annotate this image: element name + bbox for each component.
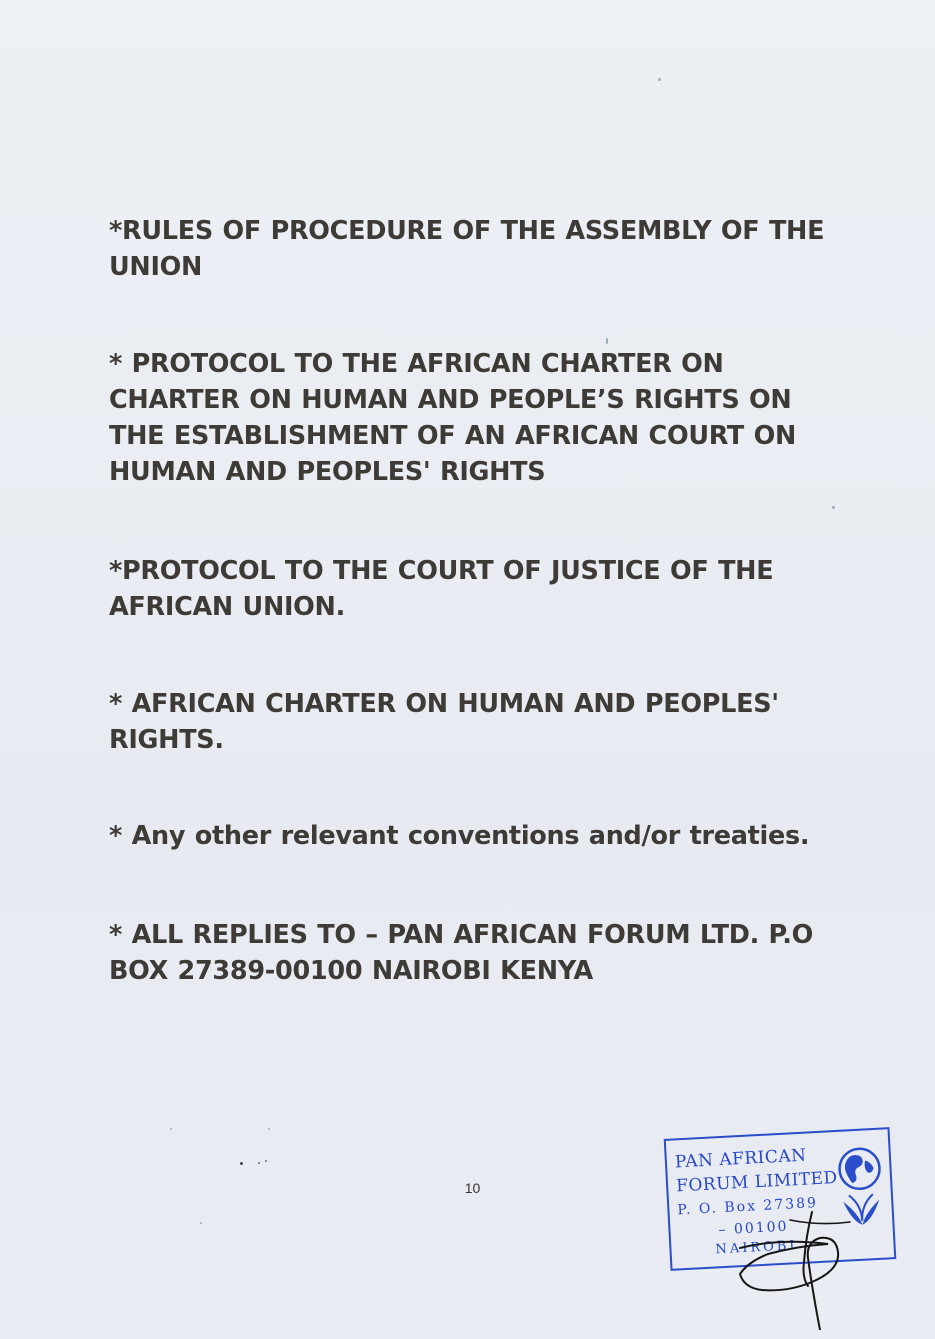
paragraph-protocol-court-of-justice: *PROTOCOL TO THE COURT OF JUSTICE OF THE AFRICAN UNION. [109,556,774,622]
stamp-line-name1: PAN AFRICAN [674,1145,807,1173]
paragraph-african-charter: * AFRICAN CHARTER ON HUMAN AND PEOPLES' RIGHTS. [109,689,779,755]
stamp-line-city: NAIROBI [715,1238,798,1258]
page-number: 10 [464,1180,481,1196]
paragraph-protocol-african-court: * PROTOCOL TO THE AFRICAN CHARTER ON CHARTER ON HUMAN AND PEOPLE’S RIGHTS ON THE ESTABLISHMENT OF AN AFRICAN COURT ON HUMAN AND PEOPLES' RIGHTS [109,349,797,487]
paragraph-other-conventions: * Any other relevant conventions and/or treaties. [109,821,810,851]
stamp-line-postcode: – 00100 [718,1218,789,1239]
paragraph-rules-of-procedure: *RULES OF PROCEDURE OF THE ASSEMBLY OF THE UNION [109,216,825,282]
paragraph-replies-address: * ALL REPLIES TO – PAN AFRICAN FORUM LTD. P.O BOX 27389-00100 NAIROBI KENYA [109,920,814,986]
stamp-line-name2: FORUM LIMITED [675,1167,839,1197]
stamp-line-pobox: P. O. Box 27389 [677,1195,819,1219]
handwritten-signature [720,1190,880,1330]
